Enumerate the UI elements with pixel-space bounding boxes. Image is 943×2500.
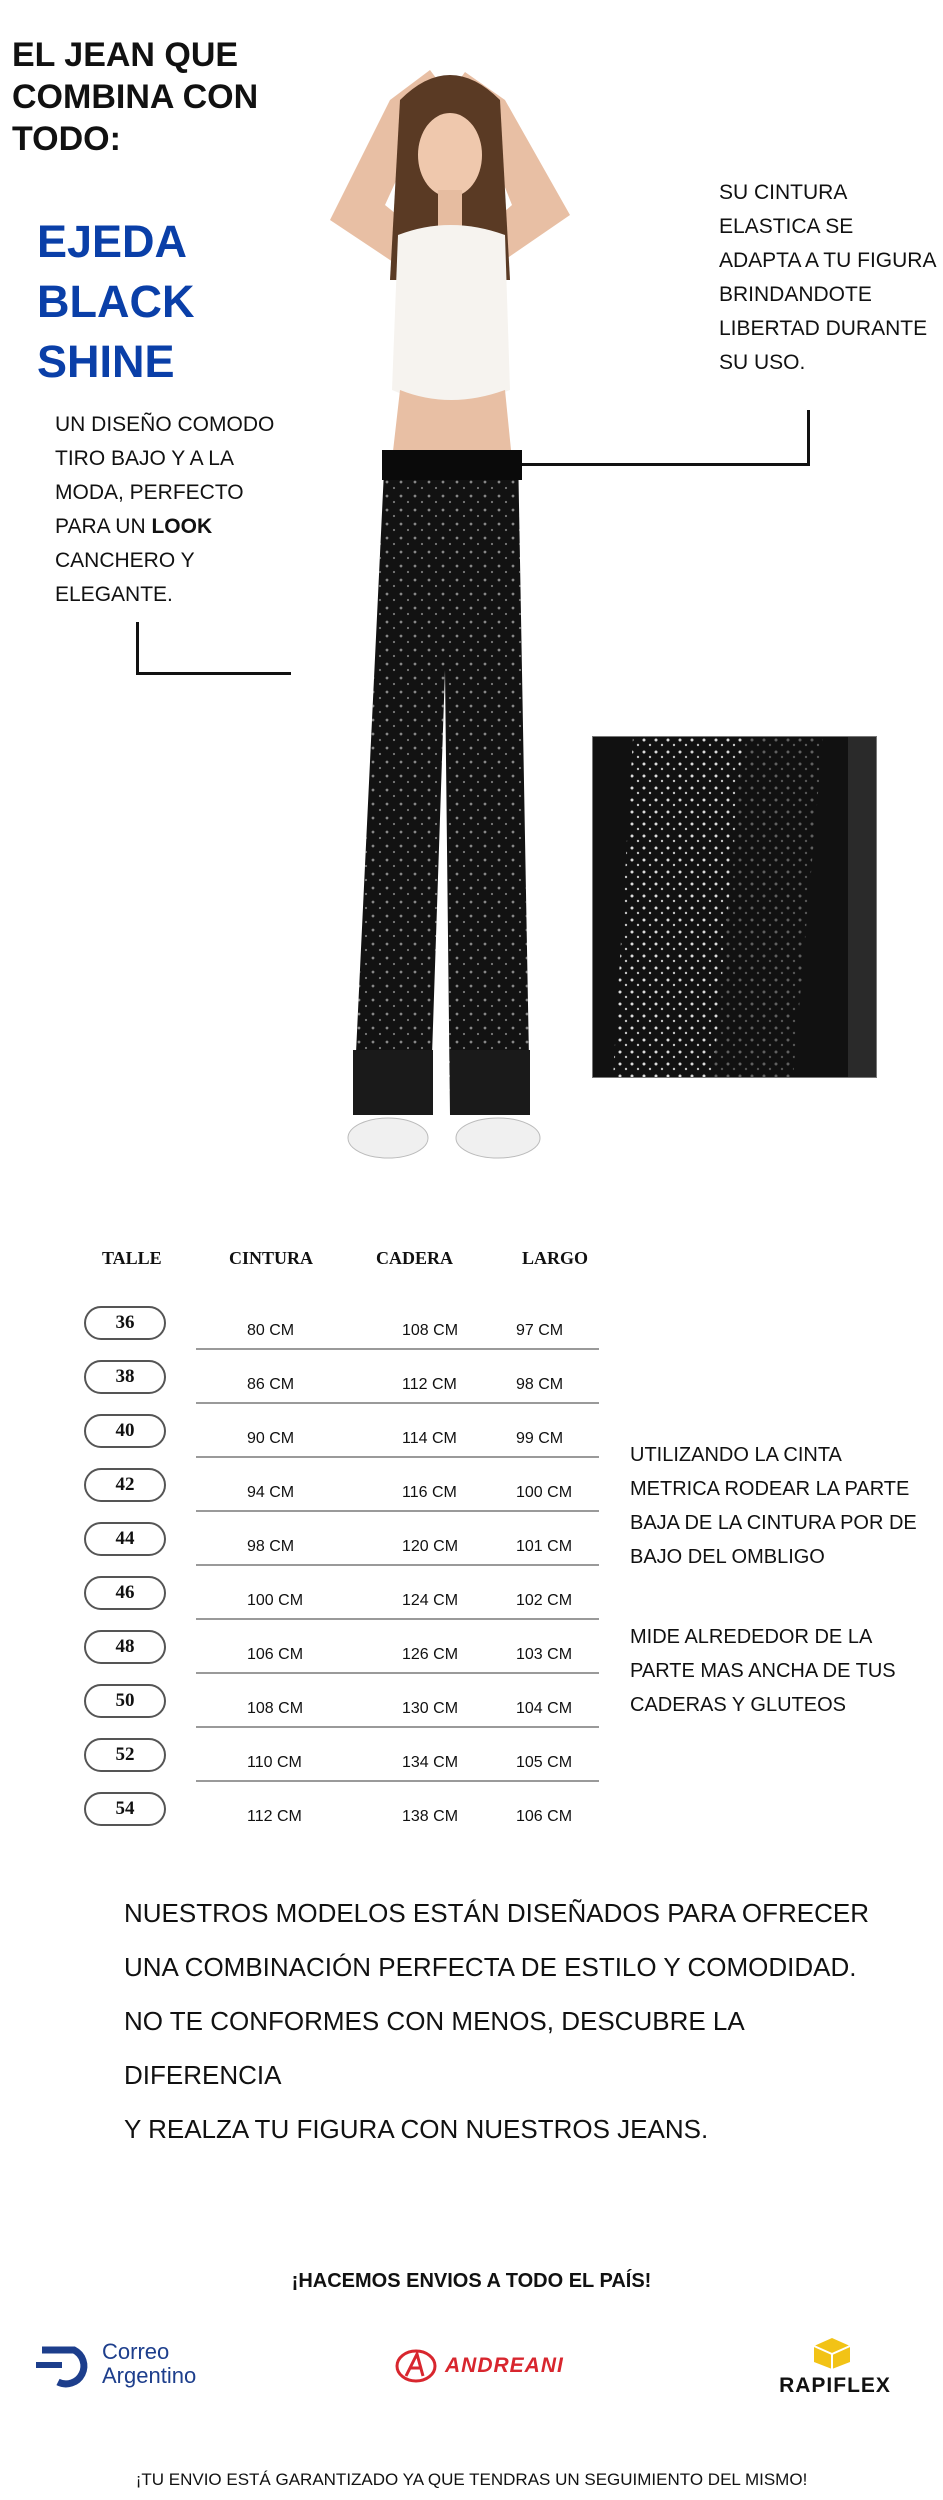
promo-line: NUESTROS MODELOS ESTÁN DISEÑADOS PARA OFRECER	[124, 1898, 869, 1928]
left-feature-after: CANCHERO Y ELEGANTE.	[55, 549, 195, 606]
promo-line: UNA COMBINACIÓN PERFECTA DE ESTILO Y COMODIDAD.	[124, 1952, 857, 1982]
size-cintura-cell: 108 CM	[247, 1700, 304, 1717]
size-cintura-cell: 98 CM	[247, 1538, 295, 1555]
size-talle-badge: 52	[84, 1738, 166, 1772]
andreani-logo	[395, 2348, 575, 2388]
size-cintura-cell: 80 CM	[247, 1322, 295, 1339]
rapiflex-wordmark: RAPIFLEX	[779, 2374, 891, 2397]
header-cadera: CADERA	[376, 1248, 454, 1268]
size-talle-badge: 54	[84, 1792, 166, 1826]
left-feature-before: UN DISEÑO COMODO TIRO BAJO Y A LA MODA, PERFECTO PARA UN	[55, 413, 275, 538]
size-cadera-cell: 126 CM	[402, 1646, 459, 1663]
size-largo-cell: 99 CM	[516, 1430, 564, 1447]
promo-line: NO TE CONFORMES CON MENOS, DESCUBRE LA DIFERENCIA	[124, 2006, 744, 2090]
size-cintura-cell: 94 CM	[247, 1484, 295, 1501]
andreani-icon	[395, 2348, 437, 2384]
right-feature-text: SU CINTURA ELASTICA SE ADAPTA A TU FIGURA BRINDANDOTE LIBERTAD DURANTE SU USO.	[719, 181, 936, 374]
size-cintura-cell: 86 CM	[247, 1376, 295, 1393]
header-largo: LARGO	[522, 1248, 589, 1268]
row-divider	[196, 1456, 599, 1458]
fabric-zoom-detail	[592, 736, 877, 1078]
fabric-sparkle-illustration	[593, 737, 876, 1077]
size-cadera-cell: 124 CM	[402, 1592, 459, 1609]
row-divider	[196, 1618, 599, 1620]
size-cadera-cell: 116 CM	[402, 1484, 457, 1501]
row-divider	[196, 1402, 599, 1404]
size-cintura-cell: 90 CM	[247, 1430, 295, 1447]
size-cadera-cell: 120 CM	[402, 1538, 459, 1555]
promo-line: Y REALZA TU FIGURA CON NUESTROS JEANS.	[124, 2114, 709, 2144]
size-cadera-cell: 134 CM	[402, 1754, 459, 1771]
size-cadera-cell: 108 CM	[402, 1322, 459, 1339]
left-feature-bold: LOOK	[151, 515, 213, 538]
size-talle-badge: 44	[84, 1522, 166, 1556]
size-largo-cell: 105 CM	[516, 1754, 573, 1771]
header-cintura: CINTURA	[229, 1248, 314, 1268]
andreani-wordmark: ANDREANI	[445, 2354, 564, 2377]
size-talle-badge: 40	[84, 1414, 166, 1448]
size-cadera-cell: 112 CM	[402, 1376, 457, 1393]
product-name-line: SHINE	[37, 336, 175, 387]
correo-argentino-logo	[34, 2338, 234, 2398]
product-name-line: BLACK	[37, 276, 195, 327]
size-talle-badge: 46	[84, 1576, 166, 1610]
size-cintura-cell: 112 CM	[247, 1808, 302, 1825]
row-divider	[196, 1510, 599, 1512]
shipping-title: ¡HACEMOS ENVIOS A TODO EL PAÍS!	[291, 2270, 652, 2292]
size-cadera-cell: 130 CM	[402, 1700, 459, 1717]
row-divider	[196, 1780, 599, 1782]
size-cadera-cell: 114 CM	[402, 1430, 457, 1447]
size-talle-badge: 38	[84, 1360, 166, 1394]
size-largo-cell: 104 CM	[516, 1700, 573, 1717]
size-largo-cell: 100 CM	[516, 1484, 573, 1501]
left-callout-vertical	[136, 622, 139, 674]
size-cintura-cell: 100 CM	[247, 1592, 304, 1609]
size-largo-cell: 103 CM	[516, 1646, 573, 1663]
size-largo-cell: 97 CM	[516, 1322, 564, 1339]
rapiflex-logo	[770, 2336, 910, 2406]
row-divider	[196, 1348, 599, 1350]
row-divider	[196, 1564, 599, 1566]
right-callout-vertical	[807, 410, 810, 466]
header-talle: TALLE	[102, 1248, 162, 1268]
size-cintura-cell: 106 CM	[247, 1646, 304, 1663]
size-largo-cell: 106 CM	[516, 1808, 573, 1825]
size-talle-badge: 42	[84, 1468, 166, 1502]
size-largo-cell: 101 CM	[516, 1538, 573, 1555]
promo-text	[124, 1886, 884, 2156]
row-divider	[196, 1726, 599, 1728]
shipping-guarantee-text: ¡TU ENVIO ESTÁ GARANTIZADO YA QUE TENDRAS UN SEGUIMIENTO DEL MISMO!	[135, 2470, 808, 2489]
rapiflex-box-icon	[810, 2336, 854, 2370]
size-talle-badge: 48	[84, 1630, 166, 1664]
size-talle-badge: 36	[84, 1306, 166, 1340]
correo-argentino-icon	[34, 2342, 94, 2390]
hero-title: EL JEAN QUE COMBINA CON TODO:	[12, 36, 259, 158]
size-cadera-cell: 138 CM	[402, 1808, 459, 1825]
waist-measure-note: UTILIZANDO LA CINTA METRICA RODEAR LA PARTE BAJA DE LA CINTURA POR DE BAJO DEL OMBLIGO	[630, 1444, 917, 1568]
size-largo-cell: 102 CM	[516, 1592, 573, 1609]
size-largo-cell: 98 CM	[516, 1376, 564, 1393]
row-divider	[196, 1672, 599, 1674]
correo-line1: Correo	[102, 2339, 170, 2364]
hip-measure-note: MIDE ALREDEDOR DE LA PARTE MAS ANCHA DE TUS CADERAS Y GLUTEOS	[630, 1626, 896, 1716]
size-cintura-cell: 110 CM	[247, 1754, 302, 1771]
correo-line2: Argentino	[102, 2363, 197, 2388]
product-name-line: EJEDA	[37, 216, 188, 267]
size-talle-badge: 50	[84, 1684, 166, 1718]
